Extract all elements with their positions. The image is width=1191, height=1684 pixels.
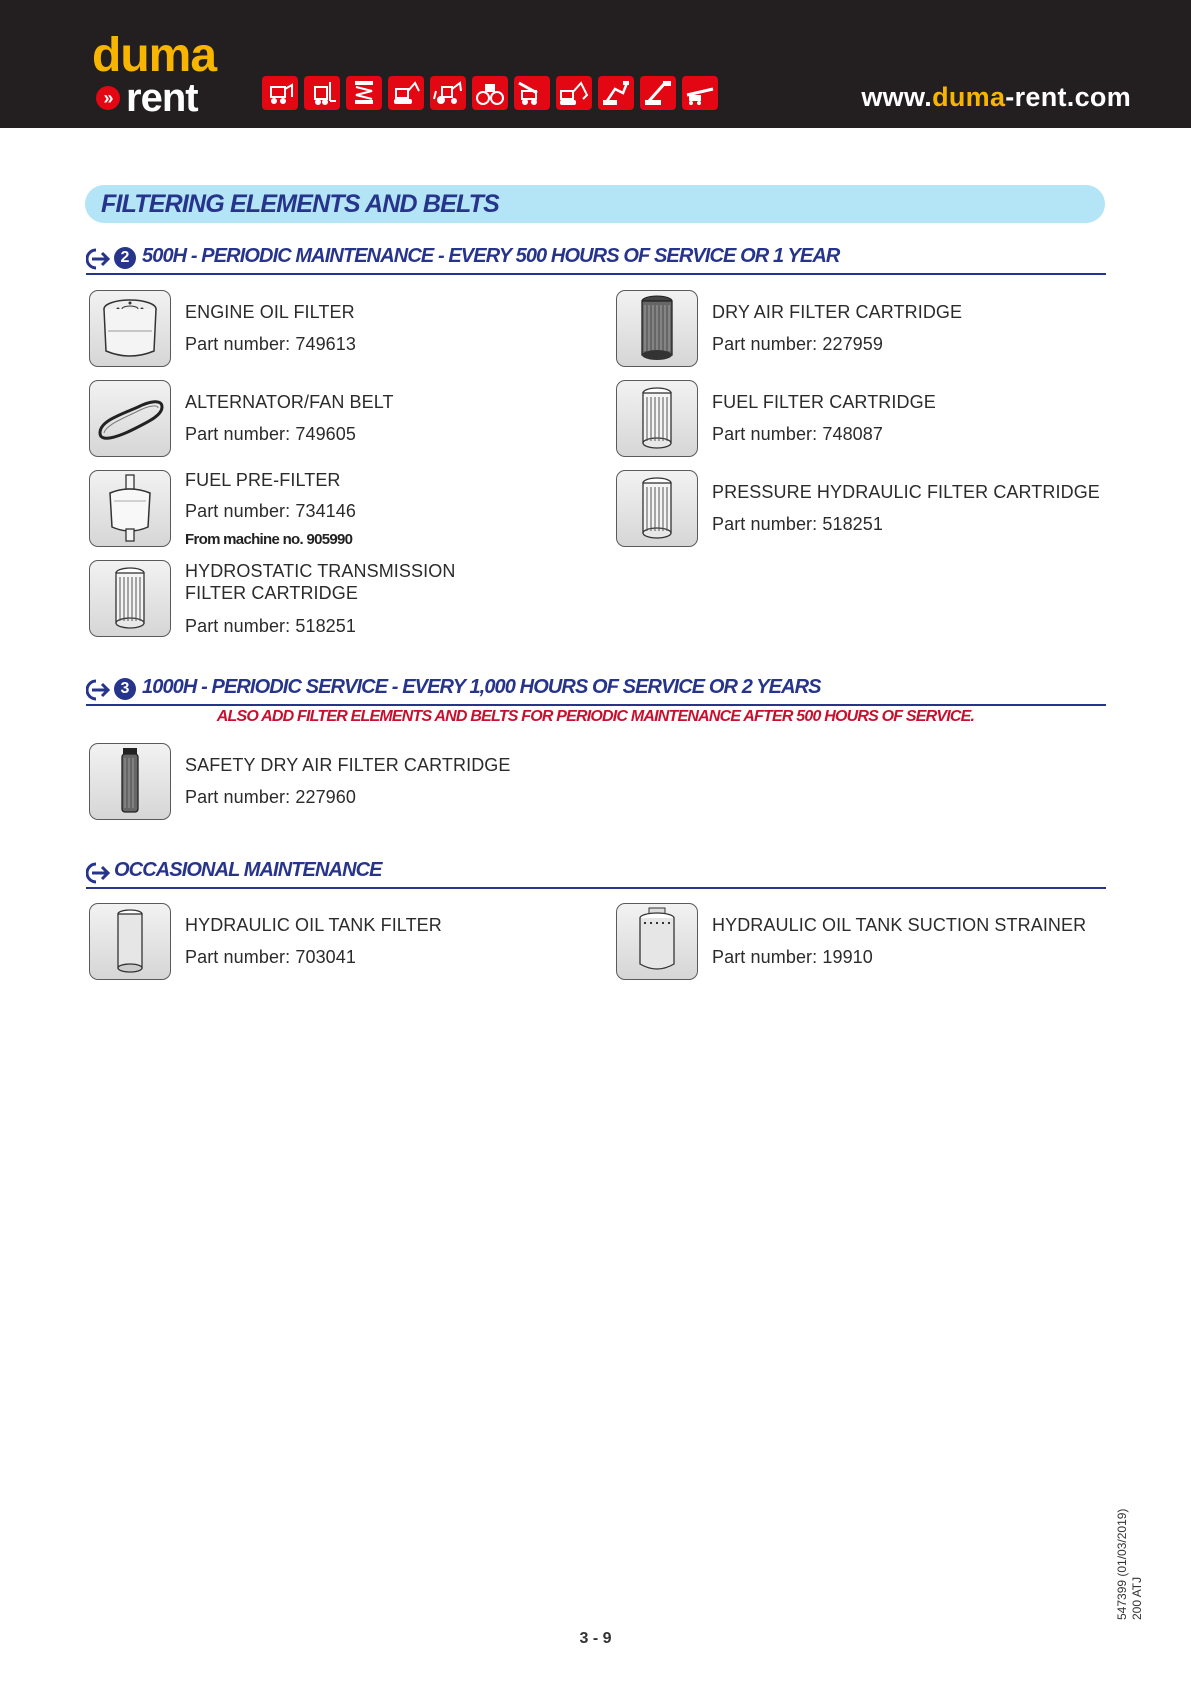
oil-filter-icon: [89, 290, 171, 367]
item-part-number: Part number: 518251: [185, 616, 357, 636]
compactor-icon: [472, 76, 508, 110]
skid-steer-icon: [262, 76, 298, 110]
item-name: PRESSURE HYDRAULIC FILTER CARTRIDGE: [712, 482, 1100, 502]
section-1000h-title: 1000H - PERIODIC SERVICE - EVERY 1,000 HOURS OF SERVICE OR 2 YEARS: [142, 676, 821, 698]
logo-rent-word: rent: [126, 76, 198, 120]
url-prefix: www.: [861, 82, 933, 112]
item-name: HYDROSTATIC TRANSMISSION FILTER CARTRIDGE: [185, 561, 456, 603]
item-name: HYDRAULIC OIL TANK SUCTION STRAINER: [712, 915, 1087, 935]
url-highlight: duma: [932, 82, 1006, 112]
item-name: ALTERNATOR/FAN BELT: [185, 392, 394, 412]
tank-filter-icon: [89, 903, 171, 980]
item-name: ENGINE OIL FILTER: [185, 302, 355, 322]
item-name: FUEL FILTER CARTRIDGE: [712, 392, 936, 412]
cartridge-icon: [616, 470, 698, 547]
section-occasional-title: OCCASIONAL MAINTENANCE: [114, 859, 382, 881]
cartridge-icon: [89, 560, 171, 637]
cartridge-icon: [616, 380, 698, 457]
section-1000h-note: ALSO ADD FILTER ELEMENTS AND BELTS FOR PERIODIC MAINTENANCE AFTER 500 HOURS OF SERVICE.: [216, 708, 975, 725]
page-number: 3 - 9: [579, 1630, 612, 1647]
section-number-badge: 3: [114, 678, 136, 700]
doc-ref-number: 547399 (01/03/2019): [1115, 1508, 1129, 1620]
item-note: From machine no. 905990: [185, 531, 353, 548]
section-occasional-heading: [86, 859, 1106, 889]
item-part-number: Part number: 227959: [712, 334, 884, 354]
item-part-number: Part number: 749613: [185, 334, 357, 354]
backhoe-loader-icon: [430, 76, 466, 110]
item-name: DRY AIR FILTER CARTRIDGE: [712, 302, 963, 322]
arrow-icon: [86, 678, 110, 702]
boom-lift-icon: [640, 76, 676, 110]
item-part-number: Part number: 703041: [185, 947, 357, 967]
mini-excavator-icon: [388, 76, 424, 110]
item-part-number: Part number: 734146: [185, 501, 357, 521]
item-part-number: Part number: 227960: [185, 787, 357, 807]
item-part-number: Part number: 518251: [712, 514, 884, 534]
belt-icon: [89, 380, 171, 457]
section-500h-heading: [86, 245, 1106, 275]
document-reference: [1115, 1509, 1145, 1620]
section-500h-title: 500H - PERIODIC MAINTENANCE - EVERY 500 HOURS OF SERVICE OR 1 YEAR: [142, 245, 840, 267]
url-suffix: -rent.com: [1005, 82, 1131, 112]
articulated-boom-icon: [598, 76, 634, 110]
logo-chevron-icon: »: [96, 86, 120, 110]
forklift-icon: [304, 76, 340, 110]
logo-rent-text: [103, 76, 216, 120]
item-name: FUEL PRE-FILTER: [185, 470, 341, 490]
item-part-number: Part number: 749605: [185, 424, 357, 444]
page-title-bar: [85, 185, 1105, 223]
air-filter-icon: [616, 290, 698, 367]
telehandler-icon: [514, 76, 550, 110]
excavator-icon: [556, 76, 592, 110]
logo-duma-text: duma: [92, 29, 217, 82]
item-name: SAFETY DRY AIR FILTER CARTRIDGE: [185, 755, 511, 775]
scissor-lift-icon: [346, 76, 382, 110]
section-1000h-heading: [86, 676, 1106, 706]
item-part-number: Part number: 19910: [712, 947, 873, 967]
arrow-icon: [86, 861, 110, 885]
item-part-number: Part number: 748087: [712, 424, 884, 444]
suction-strainer-icon: [616, 903, 698, 980]
section-number-badge: 2: [114, 247, 136, 269]
doc-model: 200 ATJ: [1130, 1576, 1144, 1620]
safety-air-filter-icon: [89, 743, 171, 820]
arrow-icon: [86, 247, 110, 271]
page-title: FILTERING ELEMENTS AND BELTS: [101, 190, 499, 218]
aerial-platform-icon: [682, 76, 718, 110]
page-header: [0, 0, 1191, 128]
fuel-pre-filter-icon: [89, 470, 171, 547]
website-url[interactable]: [861, 82, 1131, 113]
item-name: HYDRAULIC OIL TANK FILTER: [185, 915, 442, 935]
duma-rent-logo[interactable]: [92, 29, 217, 120]
